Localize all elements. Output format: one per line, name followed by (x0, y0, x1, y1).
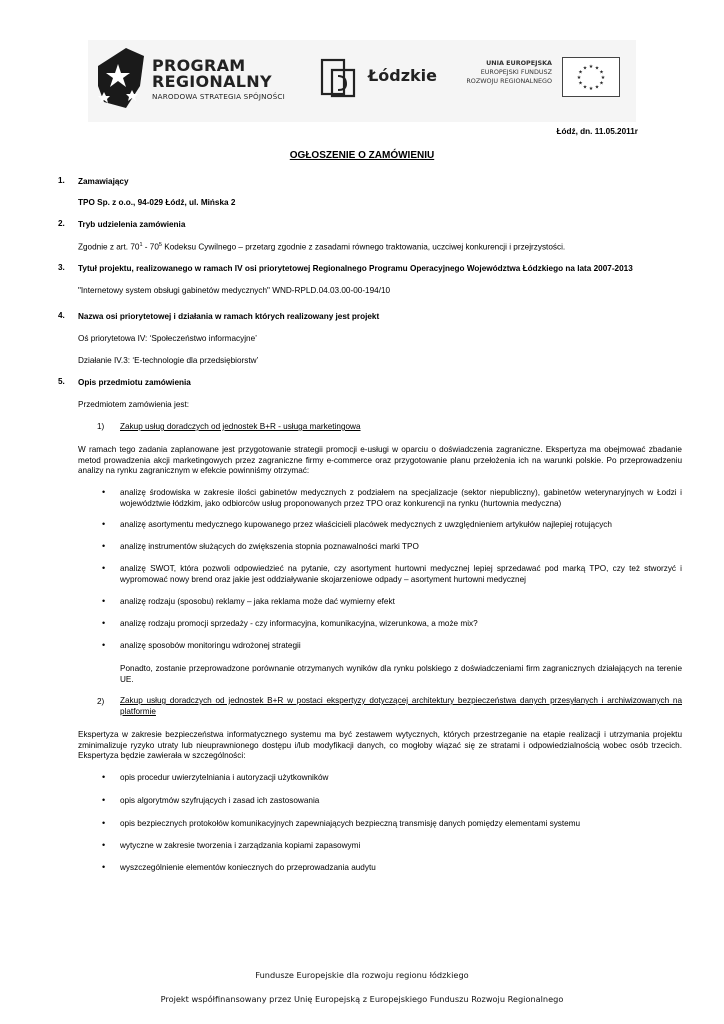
lodzkie-emblem-icon (320, 56, 364, 100)
bullet-dot: • (102, 640, 106, 650)
bullet1-item: analizę rodzaju promocji sprzedaży - czy informacyjna, komunikacyjna, wizerunkowa, a może mix? (120, 619, 478, 628)
bullet2-item: opis algorytmów szyfrujących i zasad ich zastosowania (120, 796, 320, 805)
section-4-line1: Oś priorytetowa IV: ‘Społeczeństwo informacyjne’ (78, 334, 257, 343)
bullet-dot: • (102, 795, 106, 805)
bullet-dot: • (102, 541, 106, 551)
section-3-number: 3. (58, 263, 65, 272)
item2-paragraph: Ekspertyza w zakresie bezpieczeństwa informatycznego systemu ma być zestawem wytycznych, których przestrzeganie na etapie realizacji i utrzymania projektu zminimalizuje ryzyko utraty lub nieuprawnionego dostępu i/lub modyfikacji danych, co mogłoby wiązać się ze stratami i odpowiedzialnością wobec osób trzecich. Ekspertyza będzie zawierała w szczególności: (78, 730, 682, 761)
bullet1-item: analizę środowiska w zakresie ilości gabinetów medycznych z podziałem na specjalizacje (sektor niepubliczny), gabinetów weterynaryjnych w Łodzi i województwie łódzkim, jako odbiorców usług proponowanych przez TPO oraz konkurencji na rynku (hurtownia medyczna) (120, 488, 682, 508)
bullet-dot: • (102, 596, 106, 606)
section-2-body: Zgodnie z art. $70^1 - 70^5$ Kodeksu Cywilnego – przetarg zgodnie z zasadami równego traktowania, uczciwej konkurencji i przejrzystości. (78, 242, 566, 252)
document-title: OGŁOSZENIE O ZAMÓWIENIU (289, 150, 435, 161)
section-1-number: 1. (58, 176, 65, 185)
footer-line2: Projekt współfinansowany przez Unię Europejską z Europejskiego Funduszu Rozwoju Regionalnego (160, 994, 564, 1004)
bullet-dot: • (102, 487, 106, 497)
section-3-body: "Internetowy system obsługi gabinetów medycznych" WND-RPLD.04.03.00-00-194/10 (78, 286, 391, 295)
section-3-heading: Tytuł projektu, realizowanego w ramach IV osi priorytetowej Regionalnego Programu Operacyjnego Województwa Łódzkiego na lata 2007-2013 (78, 264, 633, 273)
svg-text:★: ★ (599, 80, 604, 87)
eu-logo (462, 57, 622, 99)
bullet1-item: analizę SWOT, która pozwoli odpowiedzieć na pytanie, czy asortyment hurtowni medycznej lepiej sprzedawać pod marką TPO, czy też stworzyć i wypromować nowy brend oraz jakie jest oddziaływanie skojarzeniowe odpady – asortyment hurtowni medycznej (120, 564, 682, 584)
bullet-dot: • (102, 818, 106, 828)
svg-text:★: ★ (576, 75, 582, 81)
eu-flag-icon (562, 57, 620, 97)
svg-text:★: ★ (600, 75, 606, 81)
bullet-dot: • (102, 563, 106, 573)
svg-text:★: ★ (588, 86, 594, 92)
section-5-heading: Opis przedmiotu zamówienia (78, 378, 191, 387)
program-regionalny-logo (96, 46, 296, 112)
item1-title: Zakup usług doradczych od jednostek B+R - usługa marketingowa (120, 422, 361, 431)
item1-note: Ponadto, zostanie przeprowadzone porównanie otrzymanych wyników dla rynku polskiego z doświadczeniami firm zagranicznych działających na terenie UE. (120, 664, 682, 684)
svg-text:★: ★ (594, 84, 600, 91)
section-2-heading: Tryb udzielenia zamówienia (78, 220, 186, 229)
program-star-icon (96, 46, 146, 110)
bullet-dot: • (102, 862, 106, 872)
section-4-line2: Działanie IV.3: ‘E-technologie dla przedsiębiorstw’ (78, 356, 259, 365)
bullet1-item: analizę rodzaju (sposobu) reklamy – jaka reklama może dać wymierny efekt (120, 597, 395, 606)
section-1-body: TPO Sp. z o.o., 94-029 Łódź, ul. Mińska 2 (78, 198, 236, 207)
section-4-heading: Nazwa osi priorytetowej i działania w ramach których realizowany jest projekt (78, 312, 380, 321)
eu-line2: EUROPEJSKI FUNDUSZ (480, 68, 552, 76)
program-line1: PROGRAM (152, 56, 246, 75)
svg-text:★: ★ (582, 65, 588, 72)
section-5-number: 5. (58, 377, 65, 386)
bullet1-item: analizę sposobów monitoringu wdrożonej strategii (120, 641, 301, 650)
bullet-dot: • (102, 772, 106, 782)
svg-text:★: ★ (578, 69, 583, 76)
program-subtitle: NARODOWA STRATEGIA SPÓJNOŚCI (152, 92, 285, 101)
bullet1-item: analizę asortymentu medycznego kupowanego przez właścicieli placówek medycznych z uwzględnieniem artykułów najlepiej rotujących (120, 520, 612, 529)
bullet-dot: • (102, 618, 106, 628)
svg-text:★: ★ (582, 84, 588, 91)
bullet-dot: • (102, 519, 106, 529)
bullet-dot: • (102, 840, 106, 850)
section-1-heading: Zamawiający (78, 177, 129, 186)
section-2-number: 2. (58, 219, 65, 228)
eu-stars-icon (563, 58, 619, 96)
section-5-intro: Przedmiotem zamówienia jest: (78, 400, 190, 409)
svg-text:★: ★ (578, 80, 583, 87)
bullet2-item: wytyczne w zakresie tworzenia i zarządzania kopiami zapasowymi (120, 841, 361, 850)
item1-number: 1) (97, 422, 105, 431)
lodzkie-text: Łódzkie (368, 66, 438, 85)
item2-title: Zakup usług doradczych od jednostek B+R w postaci ekspertyzy dotyczącej architektury bezpieczeństwa danych przesyłanych i archiwizowanych na platformie (120, 696, 682, 716)
bullet2-item: opis procedur uwierzytelniania i autoryzacji użytkowników (120, 773, 329, 782)
eu-line3: ROZWOJU REGIONALNEGO (466, 77, 552, 85)
item1-paragraph: W ramach tego zadania zaplanowane jest przygotowanie strategii promocji e-usługi w oparciu o doświadczenia zagraniczne. Ekspertyza ma obejmować zbadanie metod prowadzenia akcji marketingowych przez zagraniczne firmy e-commerce oraz przygotowanie planu przełożenia ich na warunki polskie. Po przeprowadzeniu analizy na rynku zagranicznym w efekcie powinniśmy otrzymać: (78, 445, 682, 476)
bullet1-item: analizę instrumentów służących do zwiększenia stopnia poznawalności marki TPO (120, 542, 419, 551)
document-date: Łódź, dn. 11.05.2011r (556, 127, 638, 136)
svg-text:★: ★ (594, 65, 600, 72)
svg-text:★: ★ (599, 69, 604, 76)
lodzkie-logo (320, 56, 460, 100)
bullet2-item: wyszczególnienie elementów koniecznych do przeprowadzania audytu (120, 863, 376, 872)
svg-text:★: ★ (588, 64, 594, 70)
bullet2-item: opis bezpiecznych protokołów komunikacyjnych zapewniających bezpieczną transmisję danych pomiędzy elementami systemu (120, 819, 581, 828)
item2-number: 2) (97, 697, 105, 706)
footer-line1: Fundusze Europejskie dla rozwoju regionu łódzkiego (255, 970, 469, 980)
section-4-number: 4. (58, 311, 65, 320)
eu-line1: UNIA EUROPEJSKA (486, 59, 552, 67)
program-line2: REGIONALNY (152, 72, 272, 91)
